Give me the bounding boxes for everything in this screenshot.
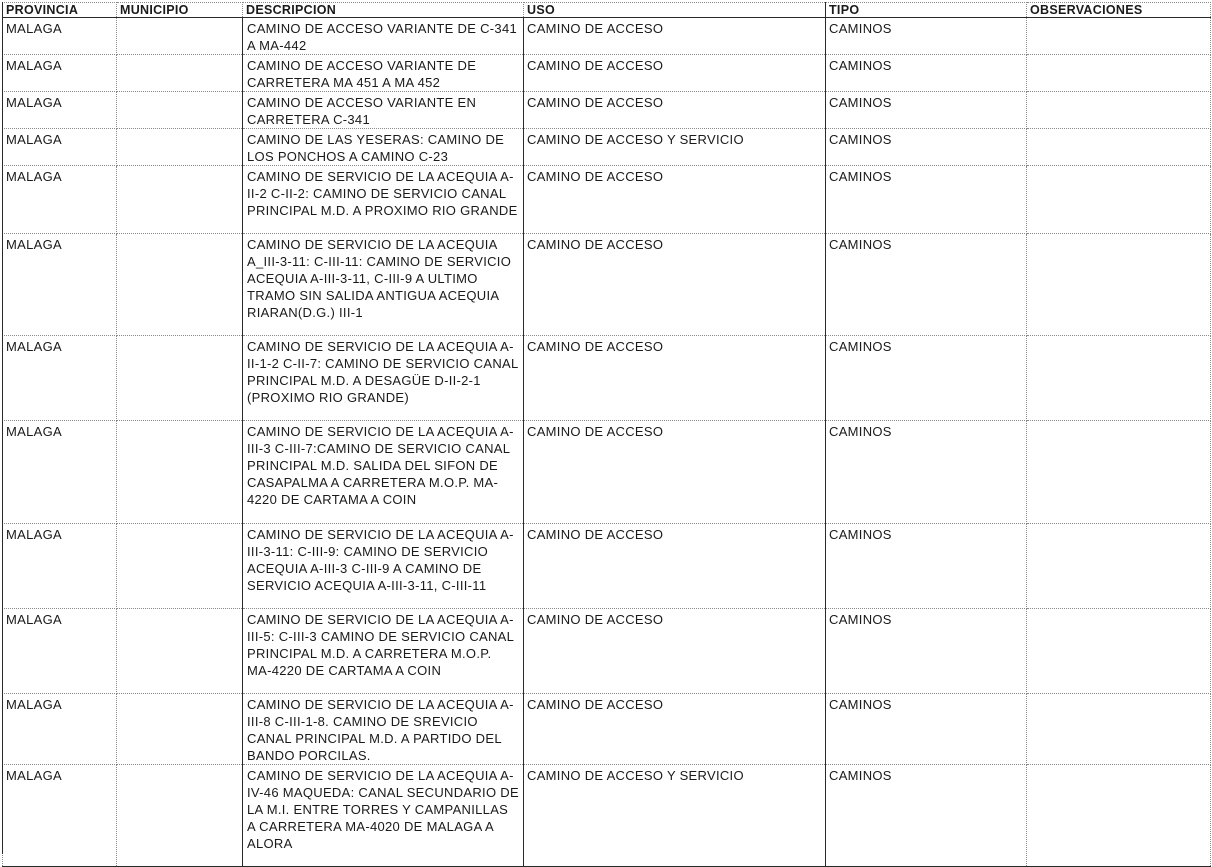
cell-uso: CAMINO DE ACCESO bbox=[524, 166, 826, 234]
cell-municipio bbox=[117, 55, 243, 92]
cell-tipo: CAMINOS bbox=[826, 18, 1027, 55]
table-row bbox=[3, 18, 1211, 55]
table-row bbox=[3, 166, 1211, 234]
cell-uso: CAMINO DE ACCESO bbox=[524, 524, 826, 609]
cell-uso: CAMINO DE ACCESO bbox=[524, 92, 826, 129]
cell-provincia: MALAGA bbox=[3, 166, 117, 234]
cell-observaciones bbox=[1027, 234, 1211, 336]
cell-tipo: CAMINOS bbox=[826, 765, 1027, 867]
header-row bbox=[3, 3, 1211, 18]
table-row bbox=[3, 421, 1211, 524]
cell-tipo: CAMINOS bbox=[826, 129, 1027, 166]
cell-descripcion: CAMINO DE SERVICIO DE LA ACEQUIA A-IV-46 MAQUEDA: CANAL SECUNDARIO DE LA M.I. ENTRE TORRES Y CAMPANILLAS A CARRETERA MA-4020 DE MALAGA A ALORA bbox=[243, 765, 524, 867]
cell-uso: CAMINO DE ACCESO bbox=[524, 18, 826, 55]
cell-tipo: CAMINOS bbox=[826, 336, 1027, 421]
cell-observaciones bbox=[1027, 765, 1211, 867]
cell-municipio bbox=[117, 609, 243, 694]
cell-provincia: MALAGA bbox=[3, 336, 117, 421]
cell-descripcion: CAMINO DE SERVICIO DE LA ACEQUIA A-III-8 C-III-1-8. CAMINO DE SREVICIO CANAL PRINCIPAL M.D. A PARTIDO DEL BANDO PORCILAS. bbox=[243, 694, 524, 765]
cell-descripcion: CAMINO DE SERVICIO DE LA ACEQUIA A-III-3-11: C-III-9: CAMINO DE SERVICIO ACEQUIA A-III-3 C-III-9 A CAMINO DE SERVICIO ACEQUIA A-III-3-11, C-III-11 bbox=[243, 524, 524, 609]
cell-tipo: CAMINOS bbox=[826, 694, 1027, 765]
cell-municipio bbox=[117, 234, 243, 336]
cell-uso: CAMINO DE ACCESO Y SERVICIO bbox=[524, 129, 826, 166]
table-row bbox=[3, 765, 1211, 867]
cell-descripcion: CAMINO DE SERVICIO DE LA ACEQUIA A-II-2 C-II-2: CAMINO DE SERVICIO CANAL PRINCIPAL M.D. A PROXIMO RIO GRANDE bbox=[243, 166, 524, 234]
cell-descripcion: CAMINO DE SERVICIO DE LA ACEQUIA A-III-5: C-III-3 CAMINO DE SERVICIO CANAL PRINCIPAL M.D. A CARRETERA M.O.P. MA-4220 DE CARTAMA A COIN bbox=[243, 609, 524, 694]
cell-tipo: CAMINOS bbox=[826, 92, 1027, 129]
cell-descripcion: CAMINO DE SERVICIO DE LA ACEQUIA A_III-3-11: C-III-11: CAMINO DE SERVICIO ACEQUIA A-III-3-11, C-III-9 A ULTIMO TRAMO SIN SALIDA ANTIGUA ACEQUIA RIARAN(D.G.) III-1 bbox=[243, 234, 524, 336]
cell-municipio bbox=[117, 765, 243, 867]
header-municipio: MUNICIPIO bbox=[117, 3, 243, 18]
cell-descripcion: CAMINO DE ACCESO VARIANTE DE C-341 A MA-442 bbox=[243, 18, 524, 55]
cell-observaciones bbox=[1027, 55, 1211, 92]
cell-municipio bbox=[117, 18, 243, 55]
cell-observaciones bbox=[1027, 336, 1211, 421]
cell-observaciones bbox=[1027, 694, 1211, 765]
cell-municipio bbox=[117, 524, 243, 609]
cell-municipio bbox=[117, 336, 243, 421]
cell-descripcion: CAMINO DE SERVICIO DE LA ACEQUIA A-III-3 C-III-7:CAMINO DE SERVICIO CANAL PRINCIPAL M.D. SALIDA DEL SIFON DE CASAPALMA A CARRETERA M.O.P. MA-4220 DE CARTAMA A COIN bbox=[243, 421, 524, 524]
cell-uso: CAMINO DE ACCESO bbox=[524, 55, 826, 92]
table-row bbox=[3, 524, 1211, 609]
cell-tipo: CAMINOS bbox=[826, 166, 1027, 234]
table-row bbox=[3, 234, 1211, 336]
cell-descripcion: CAMINO DE ACCESO VARIANTE EN CARRETERA C-341 bbox=[243, 92, 524, 129]
cell-provincia: MALAGA bbox=[3, 694, 117, 765]
cell-provincia: MALAGA bbox=[3, 129, 117, 166]
cell-observaciones bbox=[1027, 524, 1211, 609]
cell-tipo: CAMINOS bbox=[826, 524, 1027, 609]
cell-tipo: CAMINOS bbox=[826, 55, 1027, 92]
table-left-border bbox=[2, 2, 3, 854]
cell-descripcion: CAMINO DE SERVICIO DE LA ACEQUIA A-II-1-2 C-II-7: CAMINO DE SERVICIO CANAL PRINCIPAL M.D. A DESAGÜE D-II-2-1 (PROXIMO RIO GRANDE) bbox=[243, 336, 524, 421]
table-row bbox=[3, 694, 1211, 765]
header-uso: USO bbox=[524, 3, 826, 18]
cell-observaciones bbox=[1027, 92, 1211, 129]
cell-provincia: MALAGA bbox=[3, 92, 117, 129]
table-row bbox=[3, 55, 1211, 92]
cell-municipio bbox=[117, 694, 243, 765]
cell-provincia: MALAGA bbox=[3, 524, 117, 609]
cell-observaciones bbox=[1027, 129, 1211, 166]
cell-provincia: MALAGA bbox=[3, 765, 117, 867]
table-row bbox=[3, 129, 1211, 166]
cell-uso: CAMINO DE ACCESO bbox=[524, 234, 826, 336]
roads-table bbox=[2, 2, 1211, 867]
cell-uso: CAMINO DE ACCESO bbox=[524, 421, 826, 524]
cell-tipo: CAMINOS bbox=[826, 609, 1027, 694]
cell-tipo: CAMINOS bbox=[826, 421, 1027, 524]
cell-provincia: MALAGA bbox=[3, 234, 117, 336]
header-provincia: PROVINCIA bbox=[3, 3, 117, 18]
cell-provincia: MALAGA bbox=[3, 18, 117, 55]
cell-uso: CAMINO DE ACCESO Y SERVICIO bbox=[524, 765, 826, 867]
cell-observaciones bbox=[1027, 421, 1211, 524]
cell-municipio bbox=[117, 166, 243, 234]
cell-descripcion: CAMINO DE ACCESO VARIANTE DE CARRETERA MA 451 A MA 452 bbox=[243, 55, 524, 92]
header-tipo: TIPO bbox=[826, 3, 1027, 18]
cell-descripcion: CAMINO DE LAS YESERAS: CAMINO DE LOS PONCHOS A CAMINO C-23 bbox=[243, 129, 524, 166]
cell-observaciones bbox=[1027, 18, 1211, 55]
cell-observaciones bbox=[1027, 609, 1211, 694]
cell-uso: CAMINO DE ACCESO bbox=[524, 336, 826, 421]
cell-municipio bbox=[117, 421, 243, 524]
header-observaciones: OBSERVACIONES bbox=[1027, 3, 1211, 18]
cell-provincia: MALAGA bbox=[3, 421, 117, 524]
table-row bbox=[3, 92, 1211, 129]
cell-uso: CAMINO DE ACCESO bbox=[524, 609, 826, 694]
cell-provincia: MALAGA bbox=[3, 55, 117, 92]
cell-municipio bbox=[117, 129, 243, 166]
cell-tipo: CAMINOS bbox=[826, 234, 1027, 336]
table-row bbox=[3, 609, 1211, 694]
cell-provincia: MALAGA bbox=[3, 609, 117, 694]
cell-uso: CAMINO DE ACCESO bbox=[524, 694, 826, 765]
cell-observaciones bbox=[1027, 166, 1211, 234]
inventory-sheet bbox=[2, 2, 1210, 854]
header-descripcion: DESCRIPCION bbox=[243, 3, 524, 18]
table-row bbox=[3, 336, 1211, 421]
cell-municipio bbox=[117, 92, 243, 129]
